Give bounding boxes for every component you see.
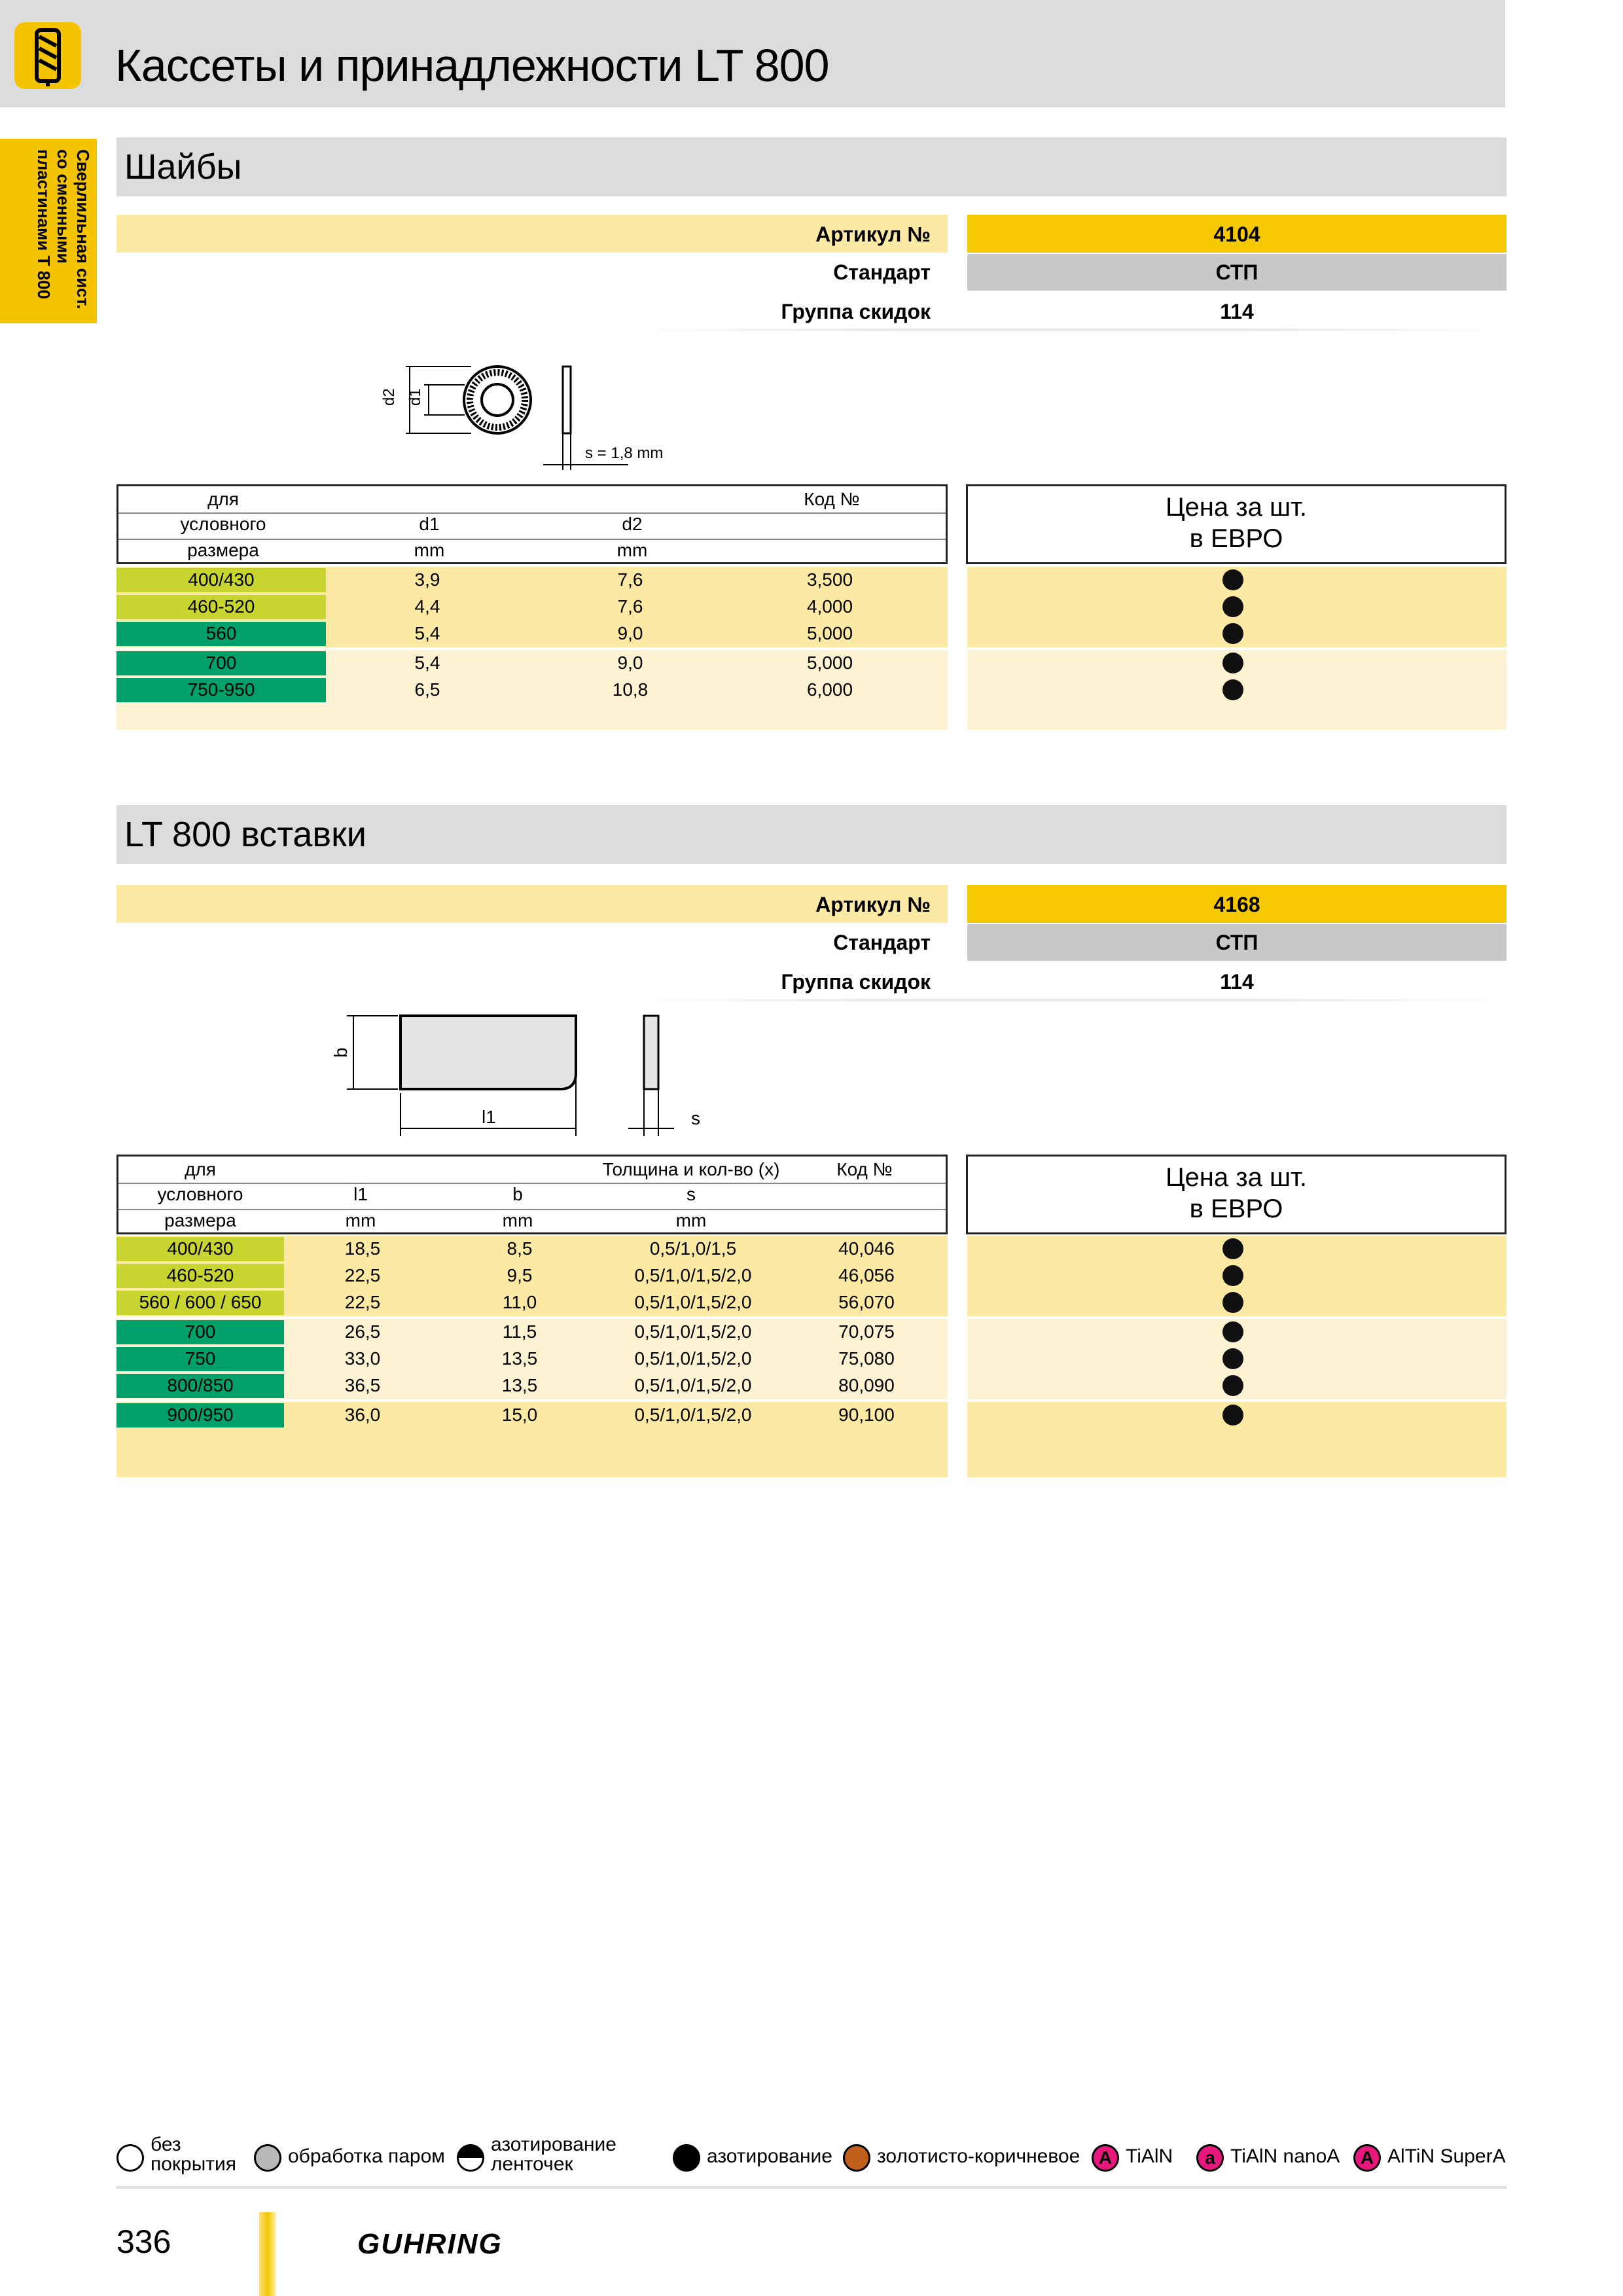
- legend-label: без покрытия: [151, 2134, 237, 2175]
- black-dot-icon: [1222, 569, 1243, 590]
- washers-d2-cell: 7,6: [617, 569, 643, 590]
- half-circle-icon: [457, 2144, 484, 2172]
- side-tab-text: [12, 147, 93, 318]
- inserts-discount-value: 114: [1220, 970, 1254, 994]
- insert-drawing: [327, 1008, 733, 1139]
- inserts-code-cell: 40,046: [838, 1238, 895, 1259]
- black-dot-icon: [1222, 1375, 1243, 1396]
- inserts-b-cell: 13,5: [501, 1348, 538, 1369]
- brand-logo: GUHRING: [357, 2228, 503, 2260]
- legend-label: TiAlN nanoA: [1230, 2145, 1340, 2167]
- washers-standard-label: Стандарт: [833, 260, 931, 284]
- inserts-code-cell: 70,075: [838, 1321, 895, 1342]
- washers-standard-value: СТП: [1215, 260, 1258, 284]
- washers-discount-value: 114: [1220, 300, 1254, 323]
- legend-label: TiAlN: [1126, 2145, 1173, 2167]
- inserts-b-cell: 11,0: [502, 1292, 537, 1312]
- inserts-code-cell: 46,056: [838, 1265, 895, 1285]
- legend-label: азотирование ленточек: [491, 2134, 616, 2175]
- inserts-s-cell: 0,5/1,0/1,5/2,0: [634, 1265, 752, 1285]
- footer-strip: [259, 2212, 276, 2296]
- inserts-size-cell: 400/430: [167, 1238, 234, 1259]
- empty-circle-icon: [116, 2144, 144, 2172]
- washers-table-header: для условного размера d1 mm d2 mm Код №: [116, 484, 948, 564]
- altin-super-icon: A: [1353, 2144, 1381, 2172]
- inserts-l1-cell: 36,5: [344, 1375, 381, 1395]
- black-circle-icon: [673, 2144, 700, 2172]
- inserts-b-cell: 15,0: [501, 1405, 538, 1425]
- inserts-l1-cell: 36,0: [344, 1405, 381, 1425]
- inserts-price-header: Цена за шт. в ЕВРО: [966, 1155, 1507, 1234]
- washers-code-cell: 3,500: [806, 569, 853, 590]
- black-dot-icon: [1222, 623, 1243, 644]
- black-dot-icon: [1222, 1238, 1243, 1259]
- legend-label: обработка паром: [288, 2145, 445, 2167]
- inserts-title: LT 800 вставки: [124, 815, 366, 854]
- inserts-l1-cell: 22,5: [344, 1292, 381, 1312]
- inserts-s-cell: 0,5/1,0/1,5/2,0: [634, 1321, 752, 1342]
- inserts-s-cell: 0,5/1,0/1,5: [649, 1238, 737, 1259]
- black-dot-icon: [1222, 1292, 1243, 1313]
- inserts-s-cell: 0,5/1,0/1,5/2,0: [634, 1348, 752, 1369]
- washers-code-cell: 5,000: [806, 623, 853, 643]
- page-number: 336: [116, 2223, 171, 2260]
- inserts-standard-label: Стандарт: [833, 931, 931, 954]
- inserts-code-cell: 90,100: [838, 1405, 895, 1425]
- inserts-s-cell: 0,5/1,0/1,5/2,0: [634, 1292, 752, 1312]
- washers-code-cell: 5,000: [806, 653, 853, 673]
- washers-d2-cell: 9,0: [617, 623, 643, 643]
- washers-d1-cell: 5,4: [414, 653, 440, 673]
- inserts-l1-cell: 18,5: [344, 1238, 381, 1259]
- washers-size-cell: 560: [205, 623, 237, 643]
- washers-article-label: Артикул №: [815, 223, 931, 246]
- s-label: s = 1,8 mm: [585, 444, 664, 462]
- inserts-b-cell: 11,5: [502, 1321, 537, 1342]
- inserts-size-cell: 460-520: [166, 1265, 234, 1285]
- b-label: b: [330, 1047, 351, 1058]
- inserts-table-header: для условного размера l1 mm b mm Толщина и кол-во (x) s mm Код №: [116, 1155, 948, 1234]
- washers-size-cell: 460-520: [187, 596, 255, 617]
- inserts-s-cell: 0,5/1,0/1,5/2,0: [634, 1375, 752, 1395]
- inserts-b-cell: 13,5: [501, 1375, 538, 1395]
- washers-price-header: Цена за шт. в ЕВРО: [966, 484, 1507, 564]
- black-dot-icon: [1222, 1265, 1243, 1286]
- legend-underline: [116, 2186, 1507, 2189]
- d1-label: d1: [406, 388, 424, 406]
- black-dot-icon: [1222, 653, 1243, 673]
- inserts-discount-label: Группа скидок: [781, 970, 931, 994]
- l1-label: l1: [482, 1107, 496, 1127]
- black-dot-icon: [1222, 679, 1243, 700]
- black-dot-icon: [1222, 1348, 1243, 1369]
- inserts-size-cell: 700: [185, 1321, 216, 1342]
- side-line-1: Сверлильная сист.: [73, 149, 93, 310]
- washers-d1-cell: 6,5: [414, 679, 440, 700]
- inserts-size-cell: 560 / 600 / 650: [139, 1292, 262, 1312]
- washer-drawing: [366, 353, 694, 471]
- inserts-code-cell: 80,090: [838, 1375, 895, 1395]
- coating-legend: [116, 2135, 1507, 2182]
- washers-discount-label: Группа скидок: [781, 300, 931, 323]
- washers-section-bar: [116, 137, 1507, 196]
- side-line-2: со сменными: [54, 149, 73, 264]
- washers-d2-cell: 10,8: [612, 679, 649, 700]
- brown-circle-icon: [843, 2144, 870, 2172]
- inserts-article-value: 4168: [1213, 893, 1260, 916]
- washers-size-cell: 400/430: [188, 569, 255, 590]
- tialn-icon: A: [1092, 2144, 1119, 2172]
- inserts-standard-value: СТП: [1215, 931, 1258, 954]
- inserts-size-cell: 800/850: [167, 1375, 234, 1395]
- washers-discount-underline: [632, 329, 1507, 331]
- washers-title: Шайбы: [124, 147, 242, 187]
- legend-label: золотисто-коричневое: [877, 2145, 1080, 2167]
- inserts-code-cell: 56,070: [838, 1292, 895, 1312]
- inserts-l1-cell: 26,5: [344, 1321, 381, 1342]
- grey-circle-icon: [254, 2144, 281, 2172]
- legend-label: азотирование: [707, 2145, 832, 2167]
- inserts-b-cell: 8,5: [507, 1238, 533, 1259]
- inserts-size-cell: 900/950: [167, 1405, 234, 1425]
- inserts-s-cell: 0,5/1,0/1,5/2,0: [634, 1405, 752, 1425]
- tialn-nano-icon: a: [1196, 2144, 1224, 2172]
- washers-d1-cell: 5,4: [414, 623, 440, 643]
- inserts-l1-cell: 22,5: [344, 1265, 381, 1285]
- side-line-3: пластинами T 800: [34, 149, 54, 299]
- inserts-b-cell: 9,5: [507, 1265, 533, 1285]
- black-dot-icon: [1222, 1405, 1243, 1426]
- drill-logo-icon: [14, 22, 81, 89]
- washers-d2-cell: 9,0: [617, 653, 643, 673]
- inserts-code-cell: 75,080: [838, 1348, 895, 1369]
- s-label: s: [691, 1108, 700, 1128]
- legend-label: AlTiN SuperA: [1387, 2145, 1506, 2167]
- inserts-discount-underline: [632, 999, 1507, 1001]
- washers-size-cell: 750-950: [187, 679, 255, 700]
- page-title: Кассеты и принадлежности LT 800: [115, 40, 829, 91]
- washers-d2-cell: 7,6: [617, 596, 643, 617]
- washers-size-cell: 700: [205, 653, 237, 673]
- washers-code-cell: 6,000: [806, 679, 853, 700]
- washers-d1-cell: 4,4: [414, 596, 440, 617]
- black-dot-icon: [1222, 596, 1243, 617]
- inserts-size-cell: 750: [185, 1348, 216, 1369]
- black-dot-icon: [1222, 1321, 1243, 1342]
- washers-d1-cell: 3,9: [414, 569, 440, 590]
- d2-label: d2: [380, 388, 398, 406]
- washers-article-value: 4104: [1213, 223, 1260, 246]
- inserts-l1-cell: 33,0: [344, 1348, 381, 1369]
- washers-code-cell: 4,000: [806, 596, 853, 617]
- inserts-article-label: Артикул №: [815, 893, 931, 916]
